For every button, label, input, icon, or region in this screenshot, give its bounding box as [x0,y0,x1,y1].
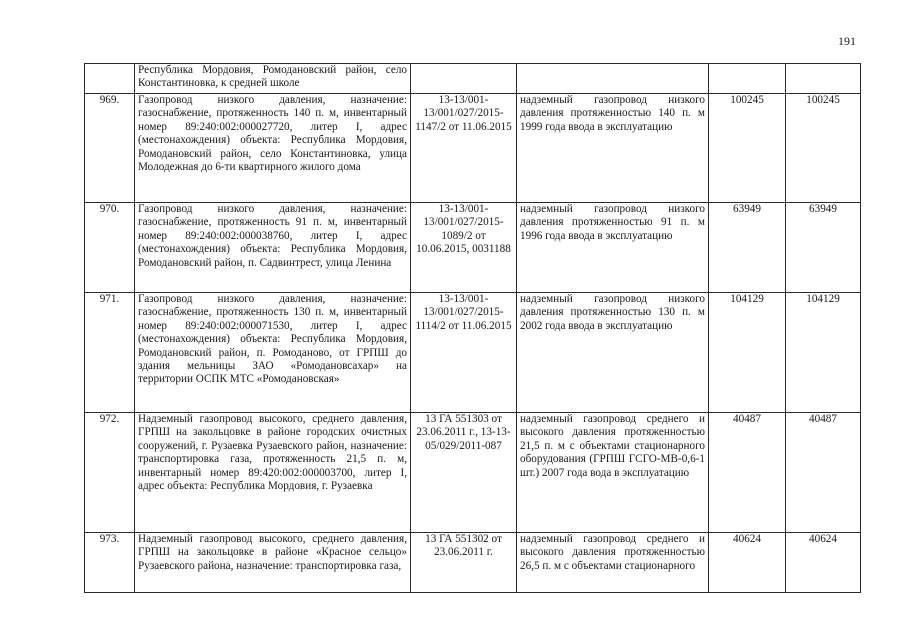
object-characteristics: надземный газопровод низкого давления протяженностью 130 п. м 2002 года ввода в эксплуатацию [517,293,709,413]
row-number [85,64,135,94]
object-characteristics [517,64,709,94]
row-number: 969. [85,94,135,203]
book-value: 63949 [709,203,786,293]
residual-value: 100245 [786,94,861,203]
residual-value: 104129 [786,293,861,413]
object-description: Газопровод низкого давления, назначение: газоснабжение, протяженность 140 п. м, инвентарный номер 89:240:002:000027720, литер I, адрес (местонахождения) объекта: Республика Мордовия, Ромодановский район, село Константиновка, улица Молодежная до 6-ти квартирного жилого дома [135,94,411,203]
object-characteristics: надземный газопровод низкого давления протяженностью 91 п. м 1996 года ввода в эксплуатацию [517,203,709,293]
registration-document [411,64,517,94]
table-row [85,293,861,413]
book-value: 100245 [709,94,786,203]
residual-value [786,64,861,94]
registration-document: 13-13/001-13/001/027/2015-1147/2 от 11.06.2015 [411,94,517,203]
object-characteristics: надземный газопровод среднего и высокого давления протяженностью 26,5 п. м с объектами стационарного [517,533,709,593]
registration-document: 13 ГА 551302 от 23.06.2011 г. [411,533,517,593]
table-row [85,203,861,293]
row-number: 971. [85,293,135,413]
book-value: 104129 [709,293,786,413]
table-row [85,94,861,203]
property-registry-table [84,63,861,593]
row-number: 970. [85,203,135,293]
table-row [85,533,861,593]
object-characteristics: надземный газопровод среднего и высокого давления протяженностью 21,5 п. м с объектами стационарного оборудования (ГРПШ ГСГО-МВ-0,6-1 шт.) 2007 года вода в эксплуатацию [517,413,709,533]
book-value: 40487 [709,413,786,533]
row-number: 973. [85,533,135,593]
residual-value: 63949 [786,203,861,293]
registration-document: 13-13/001-13/001/027/2015-1089/2 от 10.06.2015, 0031188 [411,203,517,293]
object-description: Надземный газопровод высокого, среднего давления, ГРПШ на закольцовке в районе «Красное сельцо» Рузаевского района, назначение: транспортировка газа, [135,533,411,593]
object-description: Надземный газопровод высокого, среднего давления, ГРПШ на закольцовке в районе городских очистных сооружений, г. Рузаевка Рузаевского район, назначение: транспортировка газа, протяженность 21,5 п. м, инвентарный номер 89:420:002:000003700, литер I, адрес объекта: Республика Мордовия, г. Рузаевка [135,413,411,533]
book-value [709,64,786,94]
registration-document: 13 ГА 551303 от 23.06.2011 г., 13-13-05/029/2011-087 [411,413,517,533]
book-value: 40624 [709,533,786,593]
object-description: Газопровод низкого давления, назначение: газоснабжение, протяженность 91 п. м, инвентарный номер 89:240:002:000038760, литер I, адрес (местонахождения) объекта: Республика Мордовия, Ромодановский район, п. Садвинтрест, улица Ленина [135,203,411,293]
table-row [85,413,861,533]
residual-value: 40624 [786,533,861,593]
object-description: Республика Мордовия, Ромодановский район, село Константиновка, к средней школе [135,64,411,94]
table-row [85,64,861,94]
registration-document: 13-13/001-13/001/027/2015-1114/2 от 11.06.2015 [411,293,517,413]
object-description: Газопровод низкого давления, назначение: газоснабжение, протяженность 130 п. м, инвентарный номер 89:240:002:000071530, литер I, адрес (местонахождения) объекта: Республика Мордовия, Ромодановский район, п. Ромоданово, от ГРПШ до здания мельницы ЗАО «Ромодановсахар» на территории ОСПК МТС «Ромодановская» [135,293,411,413]
residual-value: 40487 [786,413,861,533]
object-characteristics: надземный газопровод низкого давления протяженностью 140 п. м 1999 года ввода в эксплуатацию [517,94,709,203]
row-number: 972. [85,413,135,533]
page-number: 191 [838,34,856,48]
